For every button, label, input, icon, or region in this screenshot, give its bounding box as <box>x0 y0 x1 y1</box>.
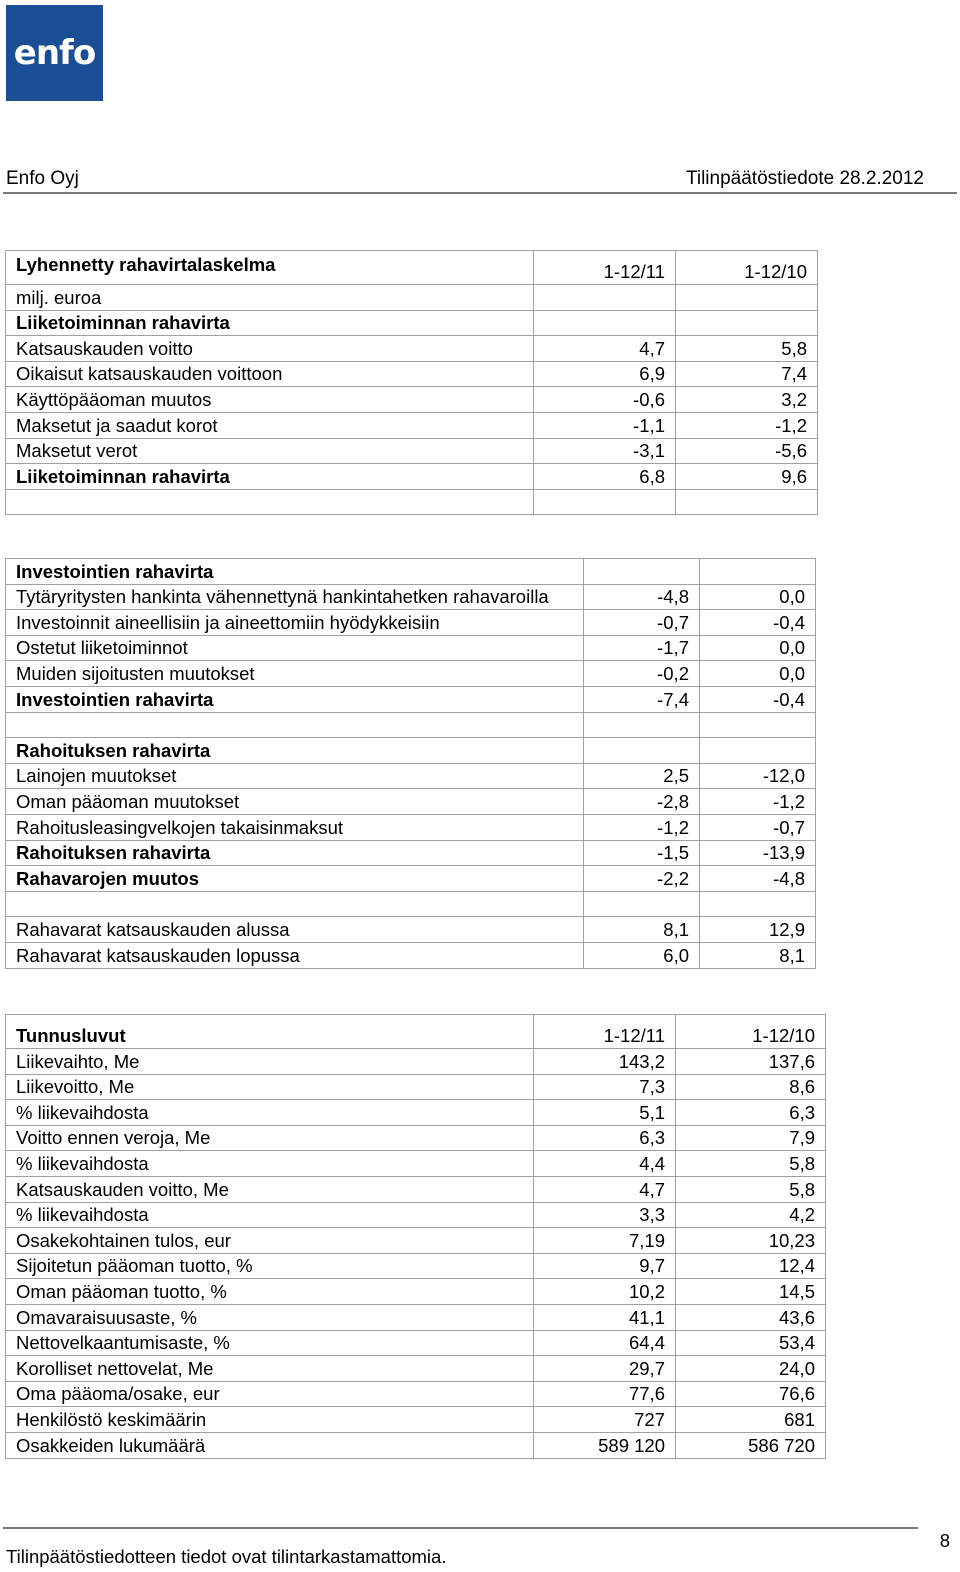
row-value: 143,2 <box>534 1049 676 1075</box>
row-value: 0,0 <box>700 584 816 610</box>
total-label: Rahoituksen rahavirta <box>6 840 584 866</box>
table-row <box>6 942 816 968</box>
row-value: 8,6 <box>676 1074 826 1100</box>
row-label: Oman pääoman tuotto, % <box>6 1279 534 1305</box>
row-value: 77,6 <box>534 1381 676 1407</box>
table-row <box>6 489 818 515</box>
enfo-logo: enfo <box>6 5 103 101</box>
row-value: 6,0 <box>584 942 700 968</box>
table-row <box>6 1253 826 1279</box>
row-label: Ostetut liiketoiminnot <box>6 635 584 661</box>
row-value: 3,2 <box>676 387 818 413</box>
header-divider <box>3 192 957 194</box>
row-value: 4,2 <box>676 1202 826 1228</box>
table-row <box>6 1304 826 1330</box>
row-value: -1,2 <box>700 789 816 815</box>
cashflow-table-investing-financing <box>5 558 816 969</box>
row-label: Osakkeiden lukumäärä <box>6 1432 534 1458</box>
row-label: Muiden sijoitusten muutokset <box>6 661 584 687</box>
table-row <box>6 840 816 866</box>
row-value: 7,4 <box>676 361 818 387</box>
row-value: 43,6 <box>676 1304 826 1330</box>
row-value: 8,1 <box>584 917 700 943</box>
table-row <box>6 1125 826 1151</box>
footer-divider <box>3 1527 918 1529</box>
row-value: -0,7 <box>700 814 816 840</box>
table-row <box>6 464 818 490</box>
footer-note: Tilinpäätöstiedotteen tiedot ovat tilintarkastamattomia. <box>6 1546 447 1567</box>
table-row <box>6 738 816 764</box>
row-label: Oman pääoman muutokset <box>6 789 584 815</box>
row-value: 681 <box>676 1407 826 1433</box>
section-heading: Liiketoiminnan rahavirta <box>6 310 534 336</box>
row-value: -1,2 <box>584 814 700 840</box>
row-value: 5,1 <box>534 1100 676 1126</box>
row-label: % liikevaihdosta <box>6 1151 534 1177</box>
row-value: -12,0 <box>700 763 816 789</box>
total-value: -0,4 <box>700 686 816 712</box>
row-value: 6,3 <box>534 1125 676 1151</box>
row-label: Sijoitetun pääoman tuotto, % <box>6 1253 534 1279</box>
table-row <box>6 1330 826 1356</box>
row-value: 8,1 <box>700 942 816 968</box>
row-value: 7,3 <box>534 1074 676 1100</box>
total-value: 6,8 <box>534 464 676 490</box>
row-value: 5,8 <box>676 1151 826 1177</box>
table-row <box>6 712 816 738</box>
row-value: 6,3 <box>676 1100 826 1126</box>
row-value: 12,9 <box>700 917 816 943</box>
row-label: Tytäryritysten hankinta vähennettynä hankintahetken rahavaroilla <box>6 584 584 610</box>
table-row <box>6 361 818 387</box>
table-row <box>6 789 816 815</box>
table-row <box>6 1228 826 1254</box>
table-row <box>6 1015 826 1049</box>
row-value: 2,5 <box>584 763 700 789</box>
row-value: 10,23 <box>676 1228 826 1254</box>
cashflow-title: Lyhennetty rahavirtalaskelma <box>6 251 534 285</box>
kpi-table <box>5 1014 826 1459</box>
row-label: % liikevaihdosta <box>6 1202 534 1228</box>
row-label: Korolliset nettovelat, Me <box>6 1356 534 1382</box>
row-value: 589 120 <box>534 1432 676 1458</box>
row-value: -4,8 <box>584 584 700 610</box>
total-value: -2,2 <box>584 866 700 892</box>
table-row <box>6 686 816 712</box>
row-value: 76,6 <box>676 1381 826 1407</box>
total-label: Rahavarojen muutos <box>6 866 584 892</box>
row-label: Lainojen muutokset <box>6 763 584 789</box>
column-header-2011: 1-12/11 <box>534 251 676 285</box>
total-label: Investointien rahavirta <box>6 686 584 712</box>
table-row <box>6 866 816 892</box>
row-value: -0,7 <box>584 610 700 636</box>
row-label: Osakekohtainen tulos, eur <box>6 1228 534 1254</box>
row-label: Omavaraisuusaste, % <box>6 1304 534 1330</box>
total-value: -4,8 <box>700 866 816 892</box>
row-value: 6,9 <box>534 361 676 387</box>
total-value: 9,6 <box>676 464 818 490</box>
table-row <box>6 763 816 789</box>
row-label: Liikevaihto, Me <box>6 1049 534 1075</box>
row-label: Rahoitusleasingvelkojen takaisinmaksut <box>6 814 584 840</box>
table-row <box>6 1100 826 1126</box>
table-row <box>6 1151 826 1177</box>
row-value: 24,0 <box>676 1356 826 1382</box>
row-value: 53,4 <box>676 1330 826 1356</box>
row-value: -1,2 <box>676 412 818 438</box>
table-row <box>6 917 816 943</box>
table-row <box>6 610 816 636</box>
row-value: -3,1 <box>534 438 676 464</box>
row-label: Rahavarat katsauskauden lopussa <box>6 942 584 968</box>
table-row <box>6 891 816 917</box>
row-value: 0,0 <box>700 661 816 687</box>
row-label: Rahavarat katsauskauden alussa <box>6 917 584 943</box>
table-row <box>6 1074 826 1100</box>
row-value: 0,0 <box>700 635 816 661</box>
table-row <box>6 1356 826 1382</box>
row-value: 12,4 <box>676 1253 826 1279</box>
table-row <box>6 635 816 661</box>
report-title: Tilinpäätöstiedote 28.2.2012 <box>685 168 924 189</box>
row-label: Investoinnit aineellisiin ja aineettomiin hyödykkeisiin <box>6 610 584 636</box>
row-value: 137,6 <box>676 1049 826 1075</box>
table-row <box>6 251 818 285</box>
row-value: 29,7 <box>534 1356 676 1382</box>
table-row <box>6 1279 826 1305</box>
row-value: 64,4 <box>534 1330 676 1356</box>
row-label: Oma pääoma/osake, eur <box>6 1381 534 1407</box>
table-row <box>6 1407 826 1433</box>
table-row <box>6 412 818 438</box>
table-row <box>6 387 818 413</box>
column-header-2011: 1-12/11 <box>534 1015 676 1049</box>
table-row <box>6 661 816 687</box>
row-value: -0,6 <box>534 387 676 413</box>
row-value: 586 720 <box>676 1432 826 1458</box>
row-label: Voitto ennen veroja, Me <box>6 1125 534 1151</box>
row-value: 4,4 <box>534 1151 676 1177</box>
row-value: -1,1 <box>534 412 676 438</box>
row-value: 9,7 <box>534 1253 676 1279</box>
row-label: Maksetut verot <box>6 438 534 464</box>
total-label: Liiketoiminnan rahavirta <box>6 464 534 490</box>
row-label: Maksetut ja saadut korot <box>6 412 534 438</box>
row-label: Käyttöpääoman muutos <box>6 387 534 413</box>
row-value: -1,7 <box>584 635 700 661</box>
row-label: Nettovelkaantumisaste, % <box>6 1330 534 1356</box>
table-row <box>6 1176 826 1202</box>
table-row <box>6 814 816 840</box>
row-value: 5,8 <box>676 1176 826 1202</box>
row-value: 10,2 <box>534 1279 676 1305</box>
row-value: 727 <box>534 1407 676 1433</box>
row-label: % liikevaihdosta <box>6 1100 534 1126</box>
cashflow-table-operating <box>5 250 818 515</box>
total-value: -1,5 <box>584 840 700 866</box>
row-label: Henkilöstö keskimäärin <box>6 1407 534 1433</box>
row-value: -5,6 <box>676 438 818 464</box>
column-header-2010: 1-12/10 <box>676 251 818 285</box>
row-value: 7,19 <box>534 1228 676 1254</box>
total-value: -7,4 <box>584 686 700 712</box>
row-label: Oikaisut katsauskauden voittoon <box>6 361 534 387</box>
table-row <box>6 1202 826 1228</box>
row-value: 3,3 <box>534 1202 676 1228</box>
table-row <box>6 1049 826 1075</box>
row-value: 41,1 <box>534 1304 676 1330</box>
row-value: -2,8 <box>584 789 700 815</box>
table-row <box>6 310 818 336</box>
table-row <box>6 1432 826 1458</box>
row-value: 4,7 <box>534 336 676 362</box>
section-heading: Investointien rahavirta <box>6 559 584 585</box>
column-header-2010: 1-12/10 <box>676 1015 826 1049</box>
table-row <box>6 584 816 610</box>
row-value: 4,7 <box>534 1176 676 1202</box>
unit-label: milj. euroa <box>6 285 534 311</box>
section-heading: Rahoituksen rahavirta <box>6 738 584 764</box>
page-number: 8 <box>939 1530 950 1551</box>
kpi-title: Tunnusluvut <box>6 1015 534 1049</box>
table-row <box>6 336 818 362</box>
row-value: 7,9 <box>676 1125 826 1151</box>
row-label: Katsauskauden voitto, Me <box>6 1176 534 1202</box>
row-value: 14,5 <box>676 1279 826 1305</box>
row-value: -0,2 <box>584 661 700 687</box>
table-row <box>6 438 818 464</box>
row-value: -0,4 <box>700 610 816 636</box>
table-row <box>6 1381 826 1407</box>
company-name: Enfo Oyj <box>6 168 79 189</box>
row-label: Katsauskauden voitto <box>6 336 534 362</box>
row-label: Liikevoitto, Me <box>6 1074 534 1100</box>
total-value: -13,9 <box>700 840 816 866</box>
table-row <box>6 559 816 585</box>
row-value: 5,8 <box>676 336 818 362</box>
table-row <box>6 285 818 311</box>
